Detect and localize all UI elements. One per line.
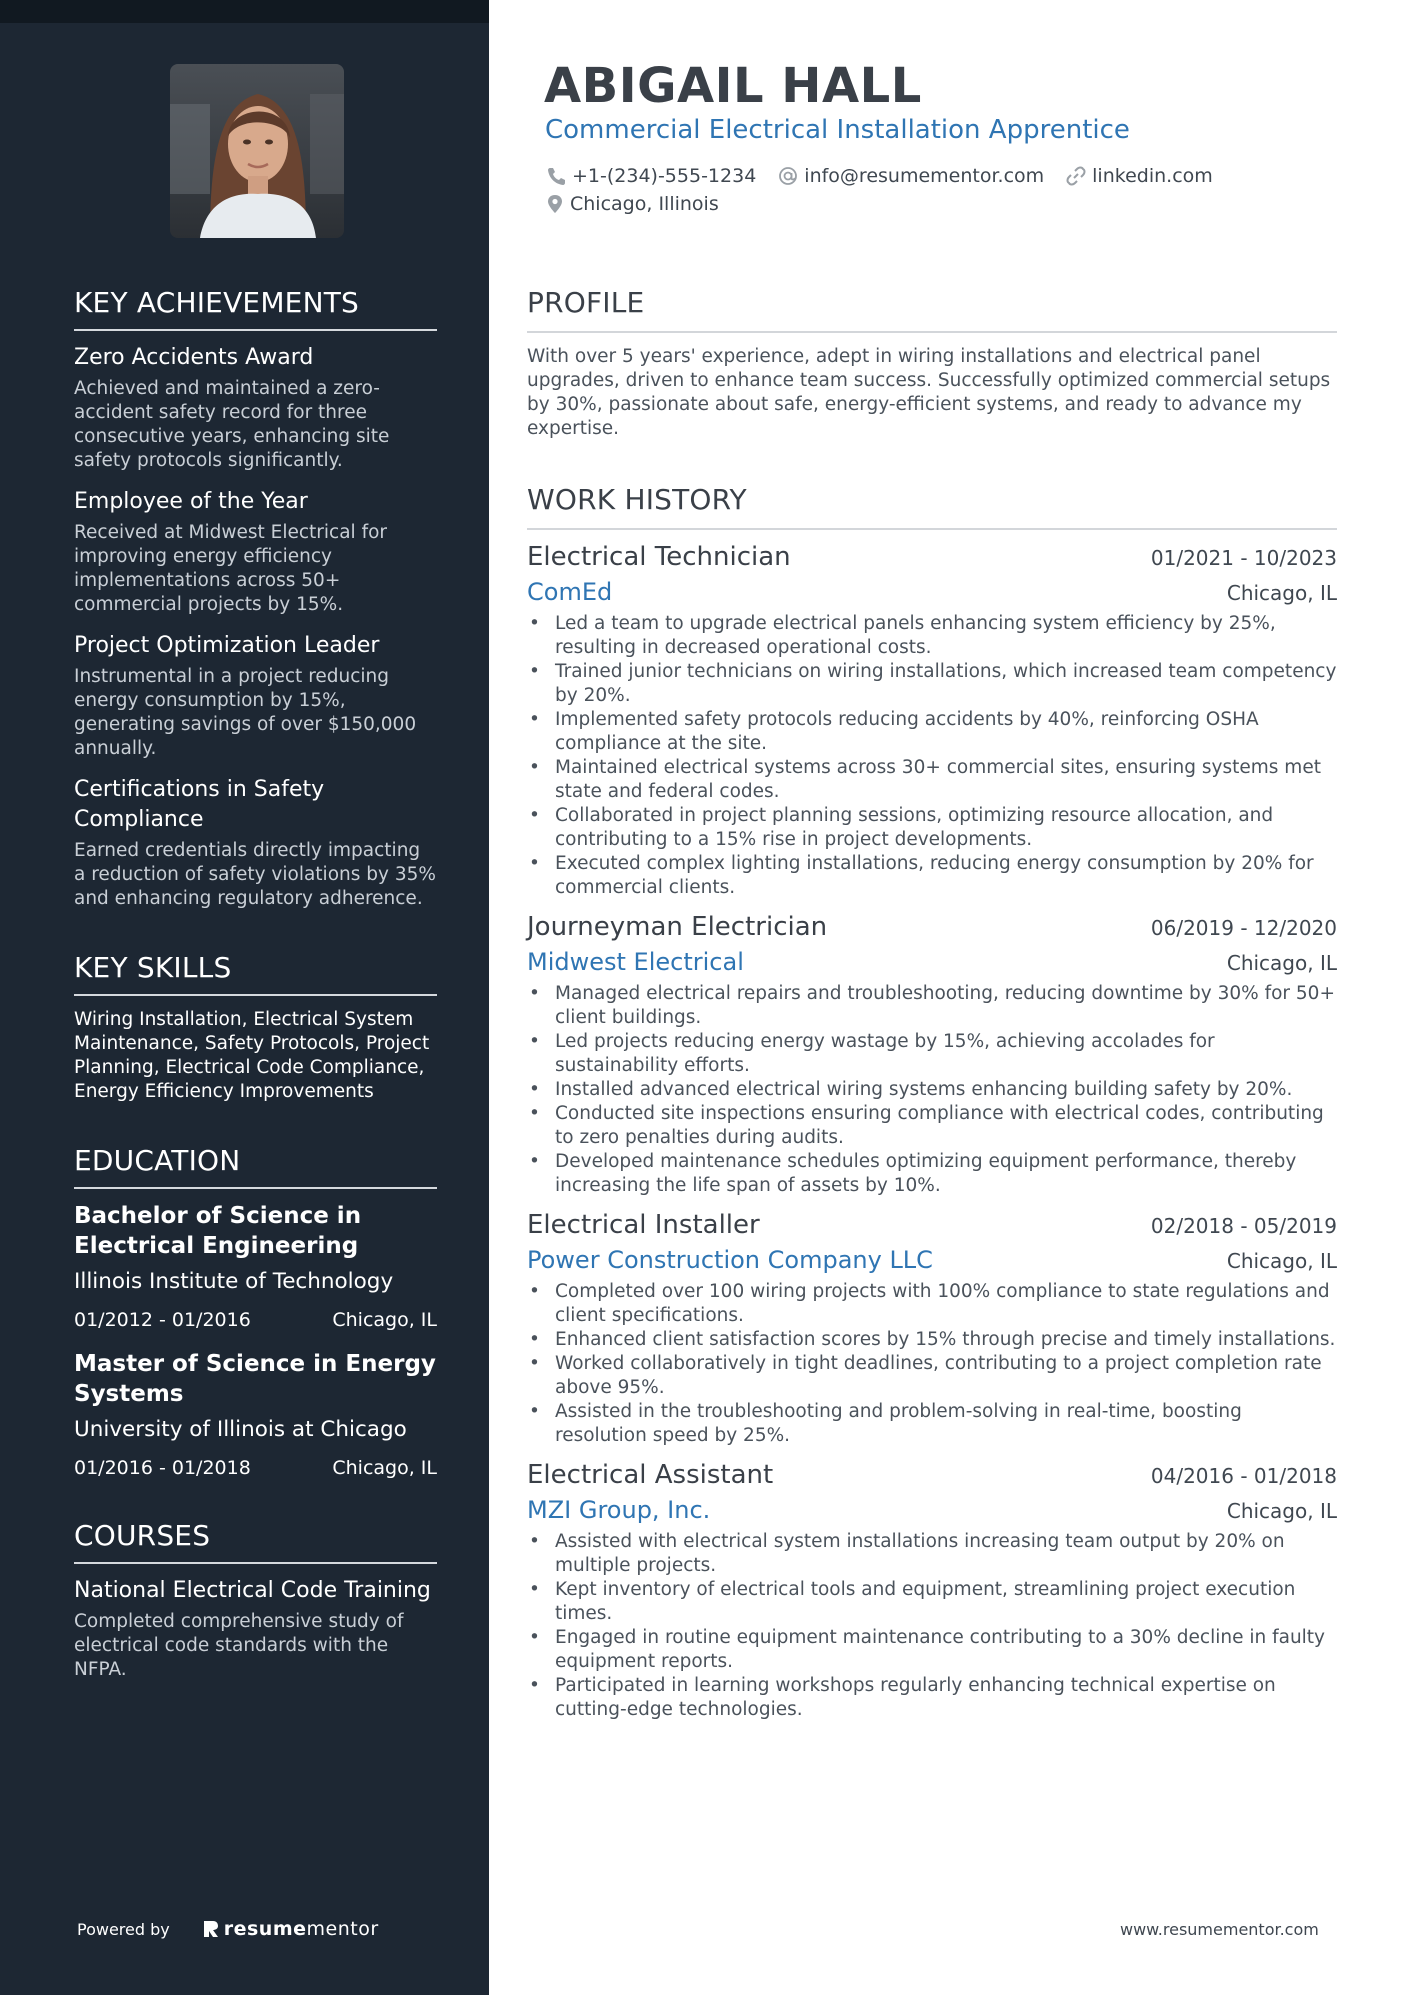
job-subheader (527, 948, 1337, 976)
achievement-title: Project Optimization Leader (74, 633, 380, 658)
job-bullet: • Developed maintenance schedules optimizing equipment performance, thereby increasing the life span of assets by 10%. (527, 1150, 1337, 1198)
achievement-desc: Received at Midwest Electrical for improving energy efficiency implementations across 50+ commercial projects by 15%. (74, 522, 388, 615)
job-header (527, 1460, 1337, 1490)
job-dates: 04/2016 - 01/2018 (1150, 1464, 1337, 1488)
job-bullet: • Led projects reducing energy wastage by 15%, achieving accolades for sustainability efforts. (527, 1030, 1337, 1078)
job-bullet: • Conducted site inspections ensuring compliance with electrical codes, contributing to zero penalties during audits. (527, 1102, 1337, 1150)
education-item (74, 1201, 437, 1331)
job-header (527, 542, 1337, 572)
contact-linkedin[interactable] (1066, 165, 1213, 187)
achievement-desc: Earned credentials directly impacting a reduction of safety violations by 35% and enhancing regulatory adherence. (74, 840, 436, 909)
job-entry (527, 1460, 1337, 1722)
location-text: Chicago, Illinois (570, 193, 719, 215)
job-dates: 06/2019 - 12/2020 (1150, 916, 1337, 940)
linkedin-text: linkedin.com (1092, 165, 1213, 187)
profile-heading: PROFILE (527, 286, 1337, 333)
achievement-item (74, 775, 437, 911)
job-entry (527, 1210, 1337, 1448)
job-header (527, 1210, 1337, 1240)
job-bullet: • Assisted in the troubleshooting and problem-solving in real-time, boosting resolution speed by 25%. (527, 1400, 1337, 1448)
work-history-section (527, 483, 1337, 1734)
courses-heading: COURSES (74, 1519, 437, 1564)
job-company: ComEd (527, 578, 613, 606)
job-entry (527, 542, 1337, 900)
job-entry (527, 912, 1337, 1198)
location-pin-icon (546, 194, 564, 214)
achievement-item (74, 487, 437, 617)
job-bullets (527, 1530, 1337, 1722)
job-bullet: • Collaborated in project planning sessions, optimizing resource allocation, and contributing to a 15% rise in project developments. (527, 804, 1337, 852)
job-bullet: • Worked collaboratively in tight deadlines, contributing to a project completion rate above 95%. (527, 1352, 1337, 1400)
education-dates: 01/2012 - 01/2016 (74, 1309, 251, 1331)
contact-line (546, 190, 1306, 218)
job-bullet: • Trained junior technicians on wiring installations, which increased team competency by 20%. (527, 660, 1337, 708)
job-bullet: • Assisted with electrical system installations increasing team output by 20% on multiple projects. (527, 1530, 1337, 1578)
contact-info (546, 162, 1306, 218)
contact-email[interactable] (778, 165, 1044, 187)
powered-by-label: Powered by (77, 1919, 170, 1939)
phone-text: +1-(234)-555-1234 (572, 165, 757, 187)
education-school: Illinois Institute of Technology (74, 1269, 394, 1294)
sidebar (0, 0, 489, 1995)
achievement-desc: Achieved and maintained a zero-accident safety record for three consecutive years, enhancing site safety protocols significantly. (74, 378, 390, 471)
course-title: National Electrical Code Training (74, 1578, 431, 1603)
job-subheader (527, 578, 1337, 606)
profile-text: With over 5 years' experience, adept in wiring installations and electrical panel upgrades, driven to enhance team success. Successfully optimized commercial setups by 30%, passionate about safe, energy-efficient systems, and ready to advance my expertise. (527, 346, 1331, 439)
job-bullets (527, 982, 1337, 1198)
job-company: MZI Group, Inc. (527, 1496, 711, 1524)
job-header (527, 912, 1337, 942)
job-location: Chicago, IL (1226, 581, 1337, 605)
job-bullets (527, 1280, 1337, 1448)
contact-phone[interactable] (546, 165, 756, 187)
candidate-title: Commercial Electrical Installation Apprentice (545, 115, 1130, 145)
job-dates: 01/2021 - 10/2023 (1150, 546, 1337, 570)
job-role: Electrical Installer (527, 1210, 760, 1240)
email-text: info@resumementor.com (804, 165, 1045, 187)
job-bullet: • Completed over 100 wiring projects with 100% compliance to state regulations and client specifications. (527, 1280, 1337, 1328)
achievement-desc: Instrumental in a project reducing energy consumption by 15%, generating savings of over $150,000 annually. (74, 666, 417, 759)
job-bullet: • Maintained electrical systems across 30+ commercial sites, ensuring systems met state and federal codes. (527, 756, 1337, 804)
education-item (74, 1349, 437, 1479)
education-heading: EDUCATION (74, 1144, 437, 1189)
achievement-title: Certifications in Safety Compliance (74, 777, 325, 832)
job-bullet: • Managed electrical repairs and troubleshooting, reducing downtime by 30% for 50+ client buildings. (527, 982, 1337, 1030)
education-meta (74, 1309, 437, 1331)
job-location: Chicago, IL (1226, 1499, 1337, 1523)
achievement-title: Zero Accidents Award (74, 345, 314, 370)
job-location: Chicago, IL (1226, 951, 1337, 975)
job-role: Electrical Assistant (527, 1460, 774, 1490)
job-role: Journeyman Electrician (527, 912, 828, 942)
education-degree: Bachelor of Science in Electrical Engineering (74, 1203, 362, 1259)
job-dates: 02/2018 - 05/2019 (1150, 1214, 1337, 1238)
brand-logo[interactable] (202, 1918, 379, 1940)
powered-by (77, 1918, 379, 1940)
job-bullet: • Participated in learning workshops regularly enhancing technical expertise on cutting-edge technologies. (527, 1674, 1337, 1722)
skills-text: Wiring Installation, Electrical System Maintenance, Safety Protocols, Project Planning, Electrical Code Compliance, Energy Efficiency Improvements (74, 1009, 430, 1102)
link-icon (1066, 166, 1086, 186)
job-bullet: • Kept inventory of electrical tools and equipment, streamlining project execution times. (527, 1578, 1337, 1626)
work-history-heading: WORK HISTORY (527, 483, 1337, 530)
phone-icon (546, 166, 566, 186)
education-location: Chicago, IL (332, 1457, 437, 1479)
sidebar-top-strip (0, 0, 489, 23)
candidate-name: ABIGAIL HALL (544, 58, 922, 114)
job-bullet: • Installed advanced electrical wiring systems enhancing building safety by 20%. (527, 1078, 1337, 1102)
job-bullet: • Led a team to upgrade electrical panels enhancing system efficiency by 25%, resulting in decreased operational costs. (527, 612, 1337, 660)
job-company: Power Construction Company LLC (527, 1246, 933, 1274)
education-dates: 01/2016 - 01/2018 (74, 1457, 251, 1479)
achievements-heading: KEY ACHIEVEMENTS (74, 286, 437, 331)
education-meta (74, 1457, 437, 1479)
education-degree: Master of Science in Energy Systems (74, 1351, 436, 1407)
course-desc: Completed comprehensive study of electrical code standards with the NFPA. (74, 1611, 404, 1680)
contact-location (546, 193, 719, 215)
achievements-list (74, 343, 437, 911)
footer-url[interactable]: www.resumementor.com (1120, 1920, 1319, 1939)
job-subheader (527, 1496, 1337, 1524)
profile-section (527, 286, 1337, 441)
contact-line (546, 162, 1306, 190)
achievement-item (74, 631, 437, 761)
sidebar-content (74, 286, 437, 1696)
job-role: Electrical Technician (527, 542, 791, 572)
achievement-item (74, 343, 437, 473)
achievement-title: Employee of the Year (74, 489, 308, 514)
job-bullet: • Engaged in routine equipment maintenance contributing to a 30% decline in faulty equipment reports. (527, 1626, 1337, 1674)
job-company: Midwest Electrical (527, 948, 744, 976)
course-item (74, 1576, 437, 1682)
brand-logo-icon (202, 1919, 220, 1939)
at-icon (778, 166, 798, 186)
job-bullet: • Executed complex lighting installations, reducing energy consumption by 20% for commercial clients. (527, 852, 1337, 900)
job-bullet: • Implemented safety protocols reducing accidents by 40%, reinforcing OSHA compliance at the site. (527, 708, 1337, 756)
job-location: Chicago, IL (1226, 1249, 1337, 1273)
brand-name-rest: mentor (306, 1918, 379, 1940)
profile-photo (170, 64, 344, 238)
brand-name-bold: resume (223, 1918, 307, 1940)
job-bullets (527, 612, 1337, 900)
skills-heading: KEY SKILLS (74, 951, 437, 996)
job-subheader (527, 1246, 1337, 1274)
education-location: Chicago, IL (332, 1309, 437, 1331)
education-school: University of Illinois at Chicago (74, 1417, 407, 1442)
job-bullet: • Enhanced client satisfaction scores by 15% through precise and timely installations. (527, 1328, 1337, 1352)
